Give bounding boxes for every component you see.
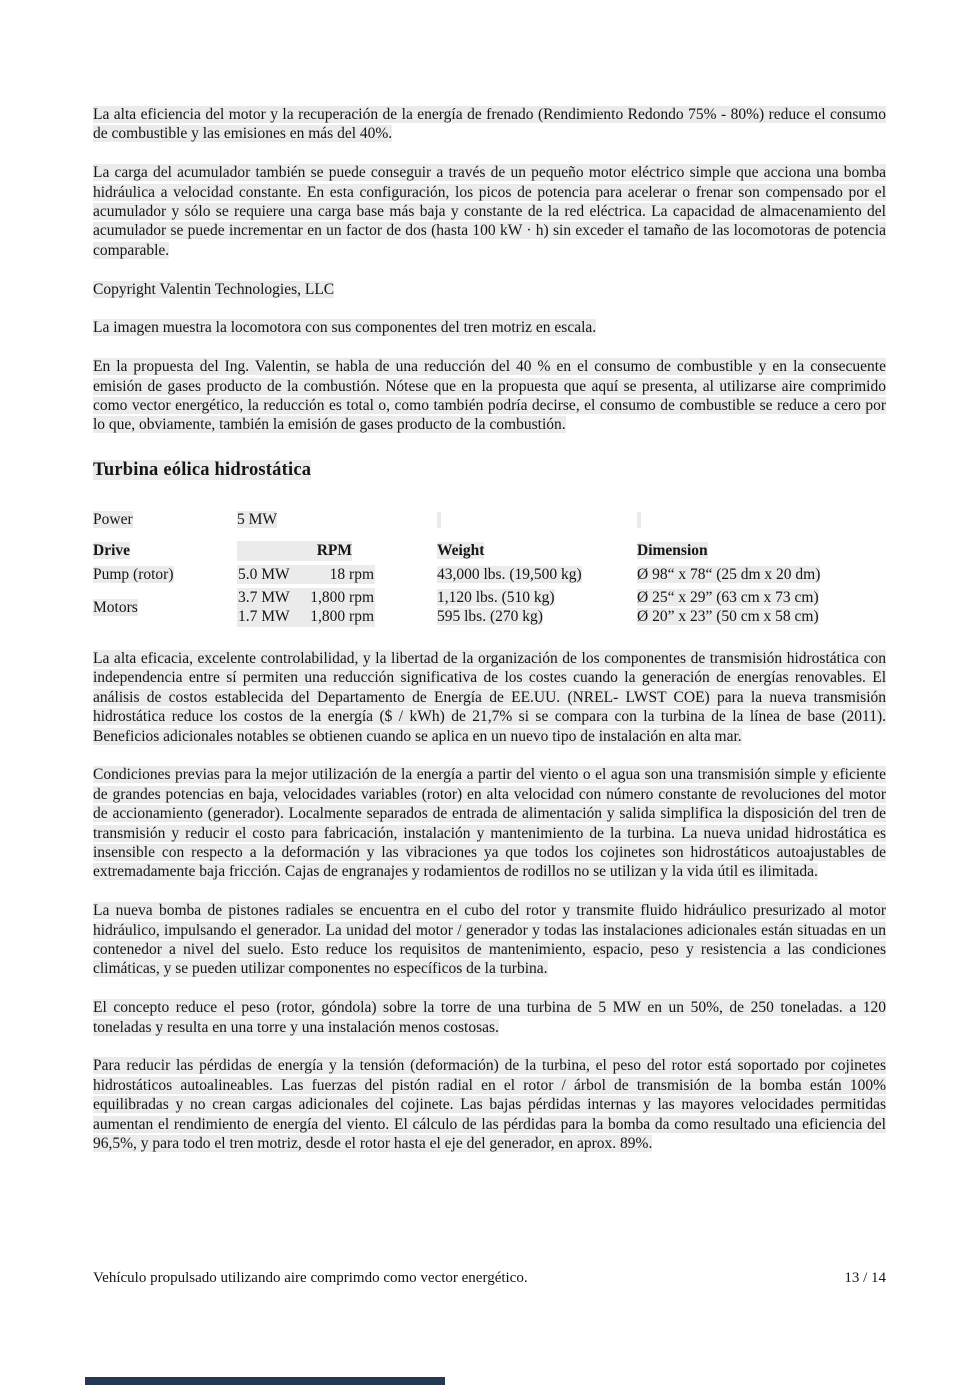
power-dimension-cell [637,510,886,533]
empty-highlight-mark [437,512,441,528]
power-weight-cell [437,510,637,533]
pump-mw-rpm-cell [237,565,437,584]
header-dimension-cell [637,541,886,560]
motor2-rpm: 1,800 rpm [310,608,374,626]
motor1-mw: 3.7 MW [238,589,290,607]
highlighted-text: En la propuesta del Ing. Valentin, se habla de una reducción del 40 % en el consumo de combustible y en la consecuente emisión de gases producto de la combustión. Nótese que en la propuesta que aquí se presenta, al utilizarse aire comprimido como vector energético, la reducción es total o, como también podría decirse, el consumo de combustible se reduce a cero por lo que, obviamente, también la emisión de gases producto de la combustión. [93,358,886,434]
header-weight-cell [437,541,637,560]
header-drive: Drive [93,542,131,560]
header-drive-cell [93,541,237,560]
highlighted-text: Condiciones previas para la mejor utilización de la energía a partir del viento o el agua son una transmisión simple y eficiente de grandes potencias en baja, velocidades variables (rotor) en alta velocidad con número constante de revoluciones del motor de accionamiento (generador). Localmente separados de entrada de alimentación y salida simplifica la disposición del tren de transmisión y reducir el costo para fabricación, instalación y mantenimiento de la turbina. La nueva unidad hidrostática es insensible con respecto a la deformación y las vibraciones ya que todos los cojinetes son hidrostáticos autoajustables de extremadamente baja fricción. Cajas de engranajes y rodamientos de rodillos no se utilizan y la vida útil es ilimitada. [93,766,886,881]
header-weight: Weight [437,542,485,560]
power-value: 5 MW [237,510,278,528]
motors-label-cell [93,598,237,617]
table-row-motors [93,588,886,627]
motors-label: Motors [93,598,138,616]
motors-dimension-cell [637,588,886,627]
motor2-mw: 1.7 MW [238,608,290,626]
document-page [93,105,886,1173]
pump-dimension: Ø 98“ x 78“ (25 dm x 20 dm) [637,565,821,583]
table-row-pump [93,565,886,584]
motor2-weight: 595 lbs. (270 kg) [437,608,543,626]
pump-mw: 5.0 MW [238,565,290,583]
motor1-mw-rpm [237,588,375,607]
highlighted-text: Turbina eólica hidrostática [93,459,312,480]
paragraph-hydrostatic-advantages [93,649,886,746]
bottom-accent-bar [85,1377,445,1385]
motor1-rpm: 1,800 rpm [310,589,374,607]
motors-mw-rpm-cell [237,588,437,627]
power-label-cell [93,510,237,529]
pump-dimension-cell [637,565,886,584]
empty-highlight-mark [637,512,641,528]
footer-page-number: 13 / 14 [844,1270,886,1286]
motors-weight-cell [437,588,637,627]
copyright-line [93,280,886,299]
pump-weight-cell [437,565,637,584]
page-footer [93,1270,886,1287]
section-heading [93,460,886,481]
header-rpm: RPM [237,541,352,560]
paragraph-valentin-proposal [93,357,886,435]
pump-weight: 43,000 lbs. (19,500 kg) [437,565,582,583]
paragraph-preconditions [93,765,886,881]
motor1-weight: 1,120 lbs. (510 kg) [437,589,555,607]
highlighted-text: El concepto reduce el peso (rotor, góndola) sobre la torre de una turbina de 5 MW en un 50%, de 250 toneladas. a 120 toneladas y resulta en una torre y una instalación menos costosas. [93,999,886,1036]
power-value-cell [237,510,437,529]
pump-label-cell [93,565,237,584]
highlighted-text: La nueva bomba de pistones radiales se encuentra en el cubo del rotor y transmite fluido hidráulico presurizado al motor hidráulico, impulsando el generador. La unidad del motor / generador y todas las instalaciones adicionales están situadas en un contenedor a nivel del suelo. Esto reduce los requisitos de mantenimiento, espacio, peso y resistencia a las condiciones climáticas, y se pueden utilizar componentes no específicos de la turbina. [93,902,886,978]
highlighted-text: La carga del acumulador también se puede conseguir a través de un pequeño motor eléctrico simple que acciona una bomba hidráulica a velocidad constante. En esta configuración, los picos de potencia para acelerar o frenar son compensado por el acumulador y sólo se requiere una carga base más baja y constante de la red eléctrica. La capacidad de almacenamiento del acumulador se puede incrementar en un factor de dos (hasta 100 kW · h) sin exceder el tamaño de las locomotoras de potencia comparable. [93,164,886,259]
highlighted-text: La imagen muestra la locomotora con sus componentes del tren motriz en escala. [93,319,597,337]
header-rpm-cell [237,541,437,560]
highlighted-text: La alta eficiencia del motor y la recuperación de la energía de frenado (Rendimiento Redondo 75% - 80%) reduce el consumo de combustible y las emisiones en más del 40%. [93,106,886,143]
pump-label: Pump (rotor) [93,565,174,583]
paragraph-engine-efficiency [93,105,886,144]
power-label: Power [93,510,133,528]
header-dimension: Dimension [637,542,708,560]
paragraph-accumulator-charge [93,163,886,260]
motor1-dimension: Ø 25“ x 29” (63 cm x 73 cm) [637,589,819,607]
paragraph-weight-reduction [93,998,886,1037]
table-header-row [93,541,886,560]
highlighted-text: La alta eficacia, excelente controlabilidad, y la libertad de la organización de los componentes de transmisión hidrostática con independencia entre sí permiten una reducción significativa de los costes cuando la generación de energías renovables. El análisis de costos establecida del Departamento de Energía de EE.UU. (NREL- LWST COE) para la nueva transmisión hidrostática reduce los costos de la energía ($ / kWh) de 21,7% si se compara con la turbina de la línea de base (2011). Beneficios adicionales notables se obtienen cuando se aplica en un nuevo tipo de instalación en alta mar. [93,649,886,745]
footer-caption: Vehículo propulsado utilizando aire comprimdo como vector energético. [93,1270,528,1286]
turbine-specs-table [93,510,886,627]
motor2-mw-rpm [237,607,375,626]
motor2-dimension: Ø 20” x 23” (50 cm x 58 cm) [637,608,819,626]
pump-mw-rpm [237,565,375,584]
table-row-power [93,510,886,533]
paragraph-energy-losses [93,1056,886,1153]
highlighted-text: Para reducir las pérdidas de energía y la tensión (deformación) de la turbina, el peso del rotor está soportado por cojinetes hidrostáticos autoalineables. Las fuerzas del pistón radial en el rotor / árbol de transmisión de la bomba están 100% equilibradas y no crean cargas adicionales del cojinete. Las bajas pérdidas internas y las mayores velocidades permitidas aumentan el rendimiento de energía del viento. El cálculo de las pérdidas para la bomba da como resultado una eficiencia del 96,5%, y para todo el tren motriz, desde el rotor hasta el eje del generador, en aprox. 89%. [93,1057,886,1152]
pump-rpm: 18 rpm [329,565,374,583]
paragraph-radial-piston-pump [93,901,886,979]
highlighted-text: Copyright Valentin Technologies, LLC [93,280,335,298]
image-caption-line [93,318,886,337]
